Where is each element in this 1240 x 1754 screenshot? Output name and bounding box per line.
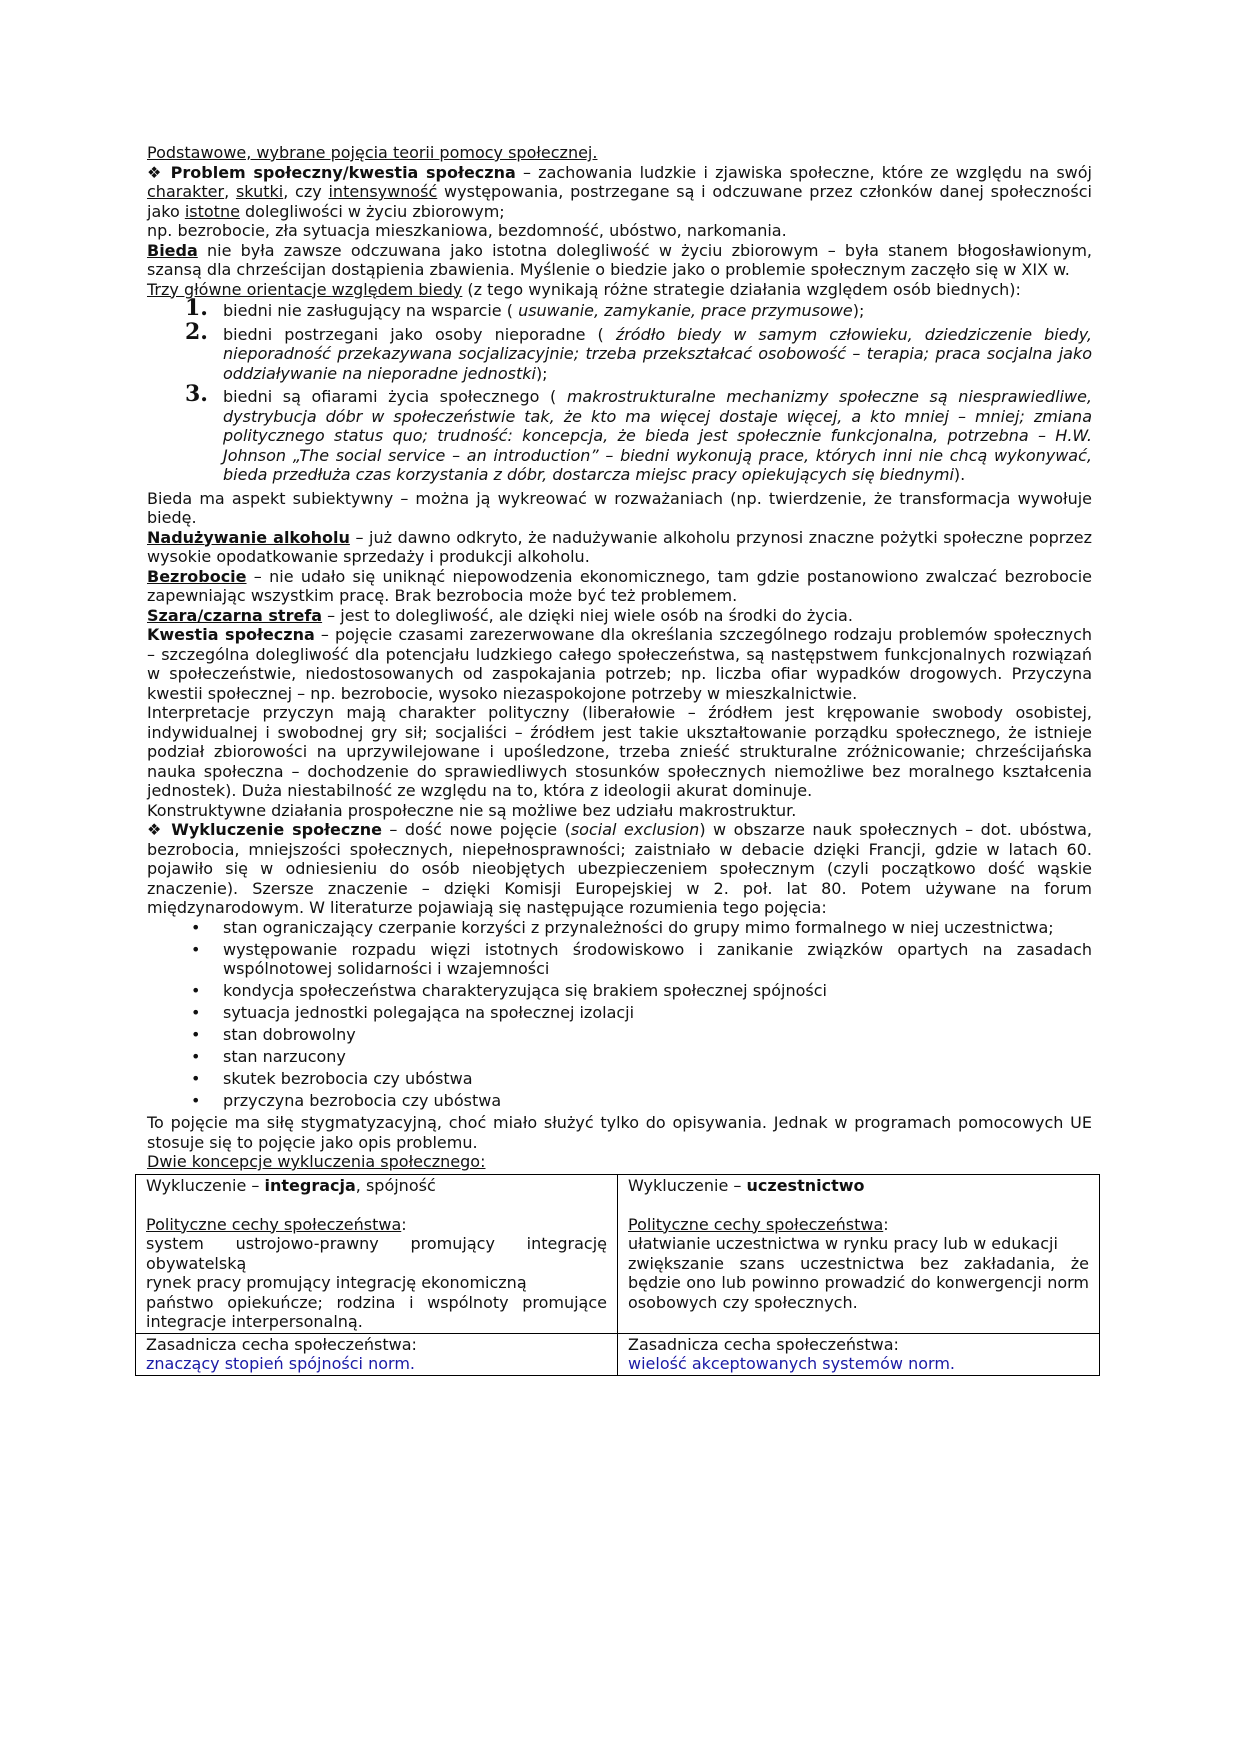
diamond-bullet-icon: ❖ <box>147 820 164 839</box>
list-item: zwiększanie szans uczestnictwa bez zakładania, że będzie ono lub powinno prowadzić do konwergencji norm osobowych czy społecznych. <box>628 1253 1089 1312</box>
table-row <box>136 1174 1100 1333</box>
participation-title: Wykluczenie – uczestnictwo <box>628 1175 865 1195</box>
alcohol-paragraph: Nadużywanie alkoholu – już dawno odkryto, że nadużywanie alkoholu przynosi znaczne pożytki społeczne poprzez wysokie opodatkowanie sprzedaży i produkcji alkoholu. <box>147 527 1093 566</box>
unemployment-paragraph: Bezrobocie – nie udało się uniknąć niepowodzenia ekonomicznego, tam gdzie postanowiono zwalczać bezrobocie zapewniając wszystkim pracę. Brak bezrobocia może być też problemem. <box>147 566 1092 605</box>
orientations-list <box>147 295 1093 485</box>
list-item: państwo opiekuńcze; rodzina i wspólnoty promujące integracje interpersonalną. <box>146 1292 607 1331</box>
table-cell-participation <box>618 1174 1100 1333</box>
exclusion-paragraph: ❖ Wykluczenie społeczne – dość nowe pojęcie (social exclusion) w obszarze nauk społecznych – dot. ubóstwa, bezrobocia, mniejszości społecznych, niepełnosprawności; zaistniało w debacie dzięki Francji, gdzie w latach 60. pojawiło się w odniesieniu do osób nieobjętych ubezpieczeniem społecznym (czyli początkowo dość wąskie znaczenie). Szersze znaczenie – dzięki Komisji Europejskiej w 2. poł. lat 80. Potem używane na forum międzynarodowym. W literaturze pojawiają się następujące rozumienia tego pojęcia: <box>147 820 1093 917</box>
list-item: • występowanie rozpadu więzi istotnych środowiskowo i zanikanie związków opartych na zasadach wspólnotowej solidarności i wzajemności <box>191 939 1092 978</box>
bullet-dot-icon: • <box>191 1047 201 1066</box>
list-item: • stan narzucony <box>191 1047 346 1066</box>
bullet-dot-icon: • <box>191 1003 201 1022</box>
list-item: • stan ograniczający czerpanie korzyści z przynależności do grupy mimo formalnego w niej uczestnictwa; <box>191 917 1054 937</box>
basic-feature-label: Zasadnicza cecha społeczeństwa: <box>628 1334 899 1354</box>
problem-term: Problem społeczny/kwestia społeczna <box>170 162 516 182</box>
bullet-dot-icon: • <box>191 1025 201 1044</box>
list-item: 3. biedni są ofiarami życia społecznego ( makrostrukturalne mechanizmy społeczne są niesprawiedliwe, dystrybucja dóbr w społeczeństwie tak, że kto ma więcej dostaje więcej, a kto mniej – mniej; zmiana politycznego status quo; trudność: koncepcja, że bieda jest społecznie funkcjonalna, potrzebna – H.W. Johnson „The social service – an introduction” – biedni wykonują prace, których inni nie chcą wykonywać, bieda przedłuża czas korzystania z dóbr, dostarcza miejsc pracy opiekujących się biednymi). <box>185 381 1092 484</box>
list-item: • skutek bezrobocia czy ubóstwa <box>191 1069 473 1088</box>
word-skutki: skutki <box>235 182 284 201</box>
bullet-dot-icon: • <box>191 917 201 937</box>
social-question-paragraph: Kwestia społeczna – pojęcie czasami zarezerwowane dla określania szczególnego rodzaju problemów społecznych – szczególna dolegliwość dla potencjału ludzkiego całego społeczeństwa, są następstwem funkcjonalnych rozwiązań w społeczeństwie, niedostosowanych od zaspokajania potrzeb; np. liczba ofiar wypadków drogowych. Przyczyna kwestii społecznej – np. bezrobocie, wysoko niezaspokojone potrzeby w mieszkalnictwie. <box>147 625 1093 703</box>
list-item: • przyczyna bezrobocia czy ubóstwa <box>191 1091 502 1110</box>
basic-feature-label: Zasadnicza cecha społeczeństwa: <box>146 1334 417 1354</box>
basic-feature-value: wielość akceptowanych systemów norm. <box>628 1354 955 1373</box>
table-cell-integration-basic <box>136 1333 618 1375</box>
table-cell-integration <box>136 1174 618 1333</box>
integration-title: Wykluczenie – integracja, spójność <box>146 1175 436 1195</box>
alcohol-term: Nadużywanie alkoholu <box>147 527 350 547</box>
word-charakter: charakter <box>147 182 225 201</box>
list-item: rynek pracy promujący integrację ekonomiczną <box>146 1273 527 1292</box>
integration-features-label: Polityczne cechy społeczeństwa: <box>146 1214 407 1234</box>
list-item: • kondycja społeczeństwa charakteryzująca się brakiem społecznej spójności <box>191 981 827 1000</box>
list-item: • stan dobrowolny <box>191 1025 356 1044</box>
document-title: Podstawowe, wybrane pojęcia teorii pomocy społecznej. <box>147 143 598 162</box>
table-row <box>136 1333 1100 1375</box>
exclusion-closing: To pojęcie ma siłę stygmatyzacyjną, choć miało służyć tylko do opisywania. Jednak w programach pomocowych UE stosuje się to pojęcie jako opis problemu. <box>147 1113 1092 1152</box>
bieda-paragraph: Bieda nie była zawsze odczuwana jako istotna dolegliwość w życiu zbiorowym – była stanem błogosławionym, szansą dla chrześcijan dostąpienia zbawienia. Myślenie o biedzie jako o problemie społecznym zaczęło się w XIX w. <box>147 240 1092 279</box>
grey-zone-term: Szara/czarna strefa <box>147 605 323 625</box>
constructive-paragraph: Konstruktywne działania prospołeczne nie są możliwe bez udziału makrostruktur. <box>147 800 797 820</box>
bullet-dot-icon: • <box>191 981 201 1000</box>
concepts-table <box>135 1174 1100 1376</box>
interpretations-paragraph: Interpretacje przyczyn mają charakter polityczny (liberałowie – źródłem jest krępowanie swobody osobistej, indywidualnej i swobodnej gry sił; socjaliści – źródłem jest takie ukształtowanie porządku społecznego, że istnieje podział zbiorowości na uprzywilejowane i upośledzone, trzeba znieść strukturalne zróżnicowanie; chrześcijańska nauka społeczna – dochodzenie do sprawiedliwych stosunków społecznych niemożliwe bez moralnego kształcenia jednostek). Duża niestabilność ze względu na to, która z ideologii akurat dominuje. <box>147 703 1092 800</box>
bullet-dot-icon: • <box>191 1069 201 1088</box>
bieda-term: Bieda <box>147 240 198 260</box>
word-istotne: istotne <box>184 201 240 221</box>
participation-features-label: Polityczne cechy społeczeństwa: <box>628 1214 889 1234</box>
problem-examples: np. bezrobocie, zła sytuacja mieszkaniowa, bezdomność, ubóstwo, narkomania. <box>147 221 787 240</box>
basic-feature-value: znaczący stopień spójności norm. <box>146 1354 415 1373</box>
list-item: system ustrojowo-prawny promujący integrację obywatelską <box>146 1234 607 1273</box>
list-item: 1. biedni nie zasługujący na wsparcie ( usuwanie, zamykanie, prace przymusowe); <box>185 295 865 321</box>
exclusion-term: Wykluczenie społeczne <box>171 820 382 839</box>
subjective-paragraph: Bieda ma aspekt subiektywny – można ją wykreować w rozważaniach (np. twierdzenie, że transformacja wywołuje biedę. <box>147 488 1092 527</box>
grey-zone-paragraph: Szara/czarna strefa – jest to dolegliwość, ale dzięki niej wiele osób na środki do życia. <box>147 605 853 625</box>
bullet-dot-icon: • <box>191 1091 201 1110</box>
list-item: ułatwianie uczestnictwa w rynku pracy lub w edukacji <box>628 1234 1058 1253</box>
document-page <box>147 143 1092 1376</box>
social-question-term: Kwestia społeczna <box>147 625 315 644</box>
diamond-bullet-icon: ❖ <box>147 162 164 182</box>
concepts-heading: Dwie koncepcje wykluczenia społecznego: <box>147 1152 486 1171</box>
unemployment-term: Bezrobocie <box>147 566 247 586</box>
problem-paragraph: ❖ Problem społeczny/kwestia społeczna – zachowania ludzkie i zjawiska społeczne, które ze względu na swój charakter, skutki, czy intensywność występowania, postrzegane są i odczuwane przez członków danej społeczności jako istotne dolegliwości w życiu zbiorowym; <box>147 162 1092 221</box>
list-item: • sytuacja jednostki polegająca na społecznej izolacji <box>191 1003 635 1022</box>
table-cell-participation-basic <box>618 1333 1100 1375</box>
bullet-dot-icon: • <box>191 939 201 959</box>
exclusion-meanings-list <box>147 918 1092 1111</box>
list-item: 2. biedni postrzegani jako osoby nieporadne ( źródło biedy w samym człowieku, dziedziczenie biedy, nieporadność przekazywana socjalizacyjnie; trzeba przekształcać osobowość – terapia; praca socjalna jako oddziaływanie na nieporadne jednostki); <box>185 318 1093 383</box>
orientations-heading: Trzy główne orientacje względem biedy (z tego wynikają różne strategie działania względem osób biednych): <box>147 279 1021 299</box>
word-intensywnosc: intensywność <box>328 182 438 201</box>
